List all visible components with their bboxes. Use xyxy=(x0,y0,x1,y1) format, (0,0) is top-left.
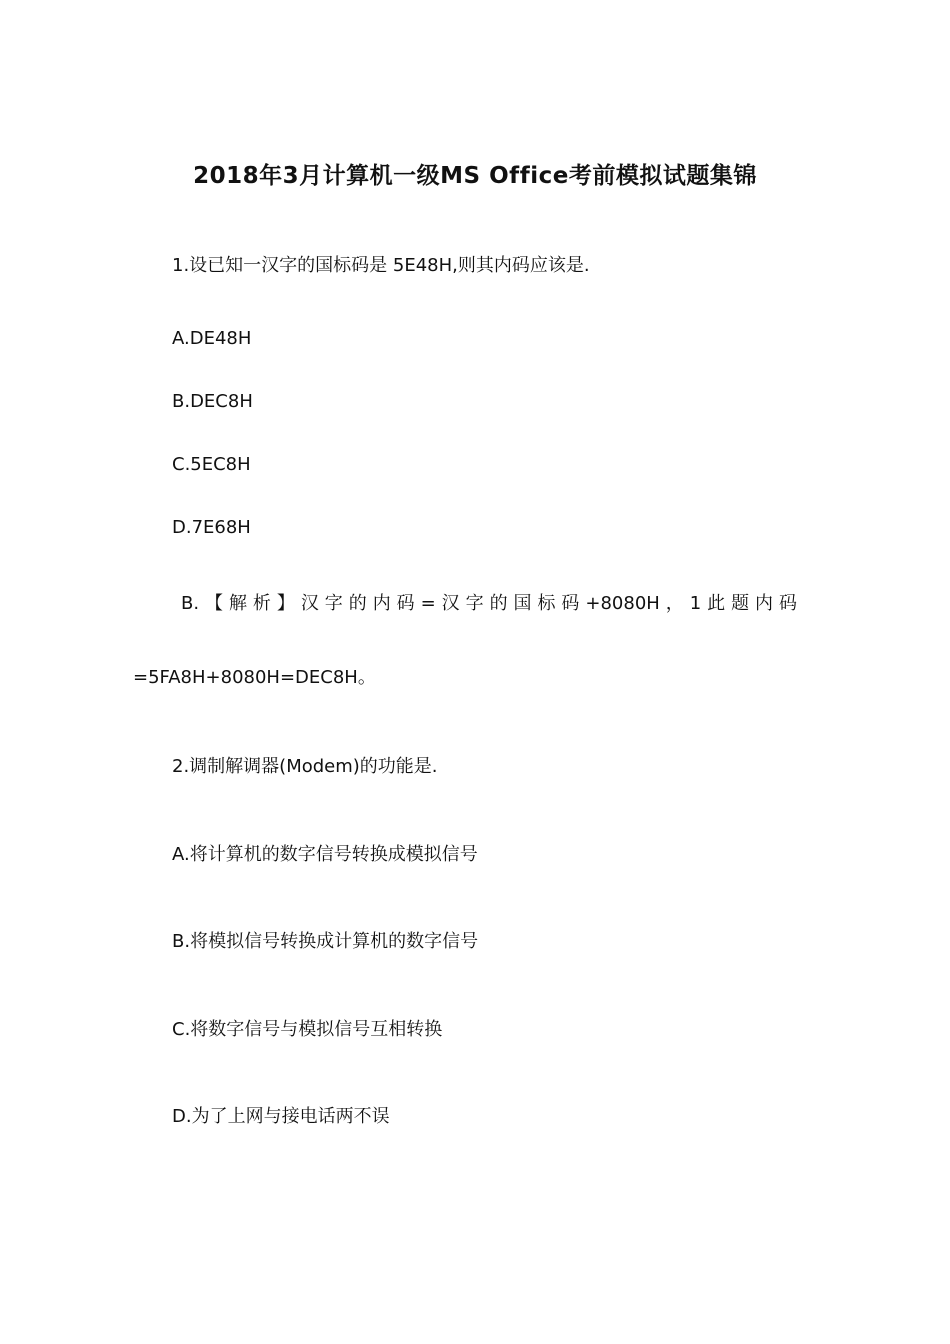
question-2-option-d: D.为了上网与接电话两不误 xyxy=(172,1106,390,1127)
question-1-stem: 1.设已知一汉字的国标码是 5E48H,则其内码应该是. xyxy=(172,255,590,276)
question-1-option-b: B.DEC8H xyxy=(172,391,253,412)
question-2-option-b: B.将模拟信号转换成计算机的数字信号 xyxy=(172,931,479,952)
question-1-option-d: D.7E68H xyxy=(172,517,251,538)
question-2-stem: 2.调制解调器(Modem)的功能是. xyxy=(172,756,438,777)
question-1-analysis-line-2: =5FA8H+8080H=DEC8H。 xyxy=(133,667,376,688)
question-2-option-c: C.将数字信号与模拟信号互相转换 xyxy=(172,1019,443,1040)
question-1-option-c: C.5EC8H xyxy=(172,454,251,475)
question-2-option-a: A.将计算机的数字信号转换成模拟信号 xyxy=(172,844,478,865)
question-1-analysis-line-1: B.【解析】汉字的内码=汉字的国标码+8080H，1此题内码 xyxy=(181,593,797,614)
question-1-option-a: A.DE48H xyxy=(172,328,252,349)
document-title: 2018年3月计算机一级MS Office考前模拟试题集锦 xyxy=(193,163,757,189)
